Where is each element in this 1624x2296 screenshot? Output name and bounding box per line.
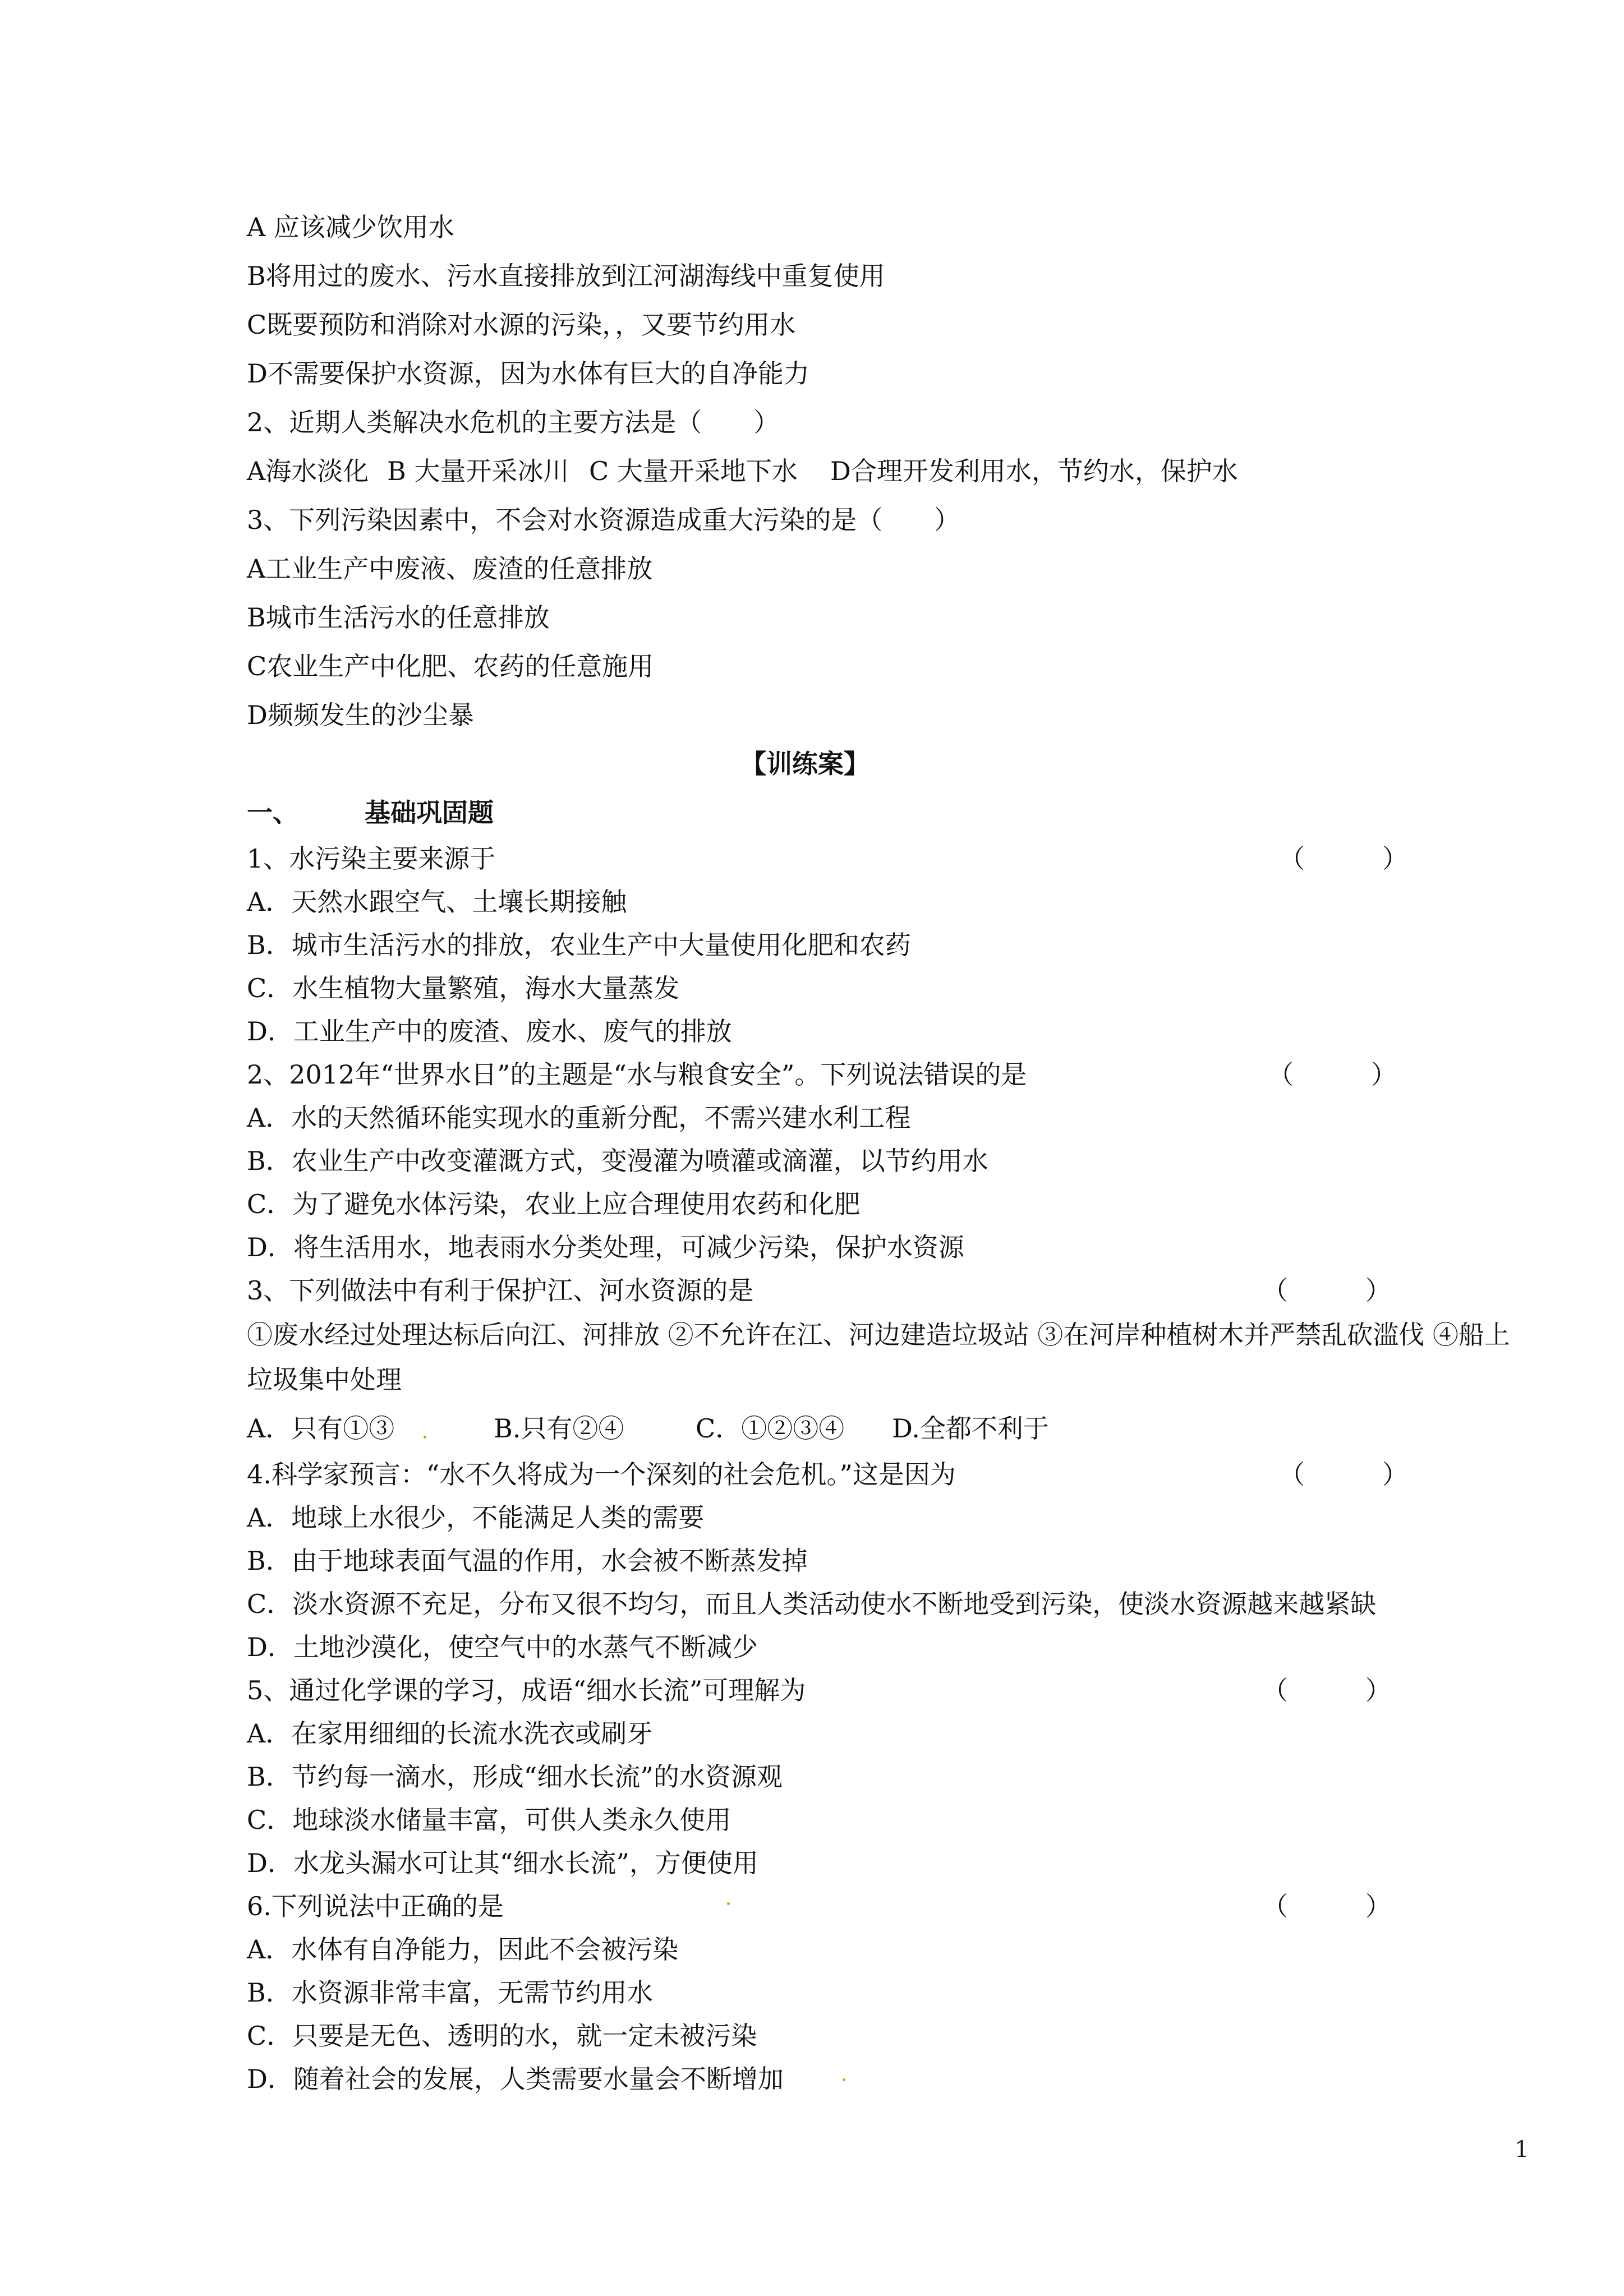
- option: B 大量开采冰川: [387, 456, 569, 486]
- pre-item: D不需要保护水资源，因为水体有巨大的自净能力: [247, 358, 809, 389]
- subheading-number: 一、: [247, 797, 298, 828]
- option: A海水淡化: [247, 456, 369, 486]
- question-stem: [247, 1453, 1537, 1496]
- option: B．节约每一滴水，形成“细水长流”的水资源观: [247, 1762, 783, 1792]
- stem-text: 2、2012年“世界水日”的主题是“水与粮食安全”。下列说法错误的是: [247, 1059, 1027, 1090]
- option: A．水的天然循环能实现水的重新分配，不需兴建水利工程: [247, 1103, 911, 1133]
- subheading: [247, 789, 1537, 837]
- question-stem: 2、近期人类解决水危机的主要方法是（ ）: [247, 407, 780, 437]
- option: A．天然水跟空气、土壤长期接触: [247, 887, 627, 917]
- option: D.全都不利于: [892, 1413, 1049, 1444]
- question-options: [247, 447, 1537, 496]
- pre-item: A 应该减少饮用水: [247, 212, 454, 242]
- option: D合理开发利用水，节约水，保护水: [830, 456, 1238, 486]
- question-stem: [247, 1669, 1537, 1712]
- option: C 大量开采地下水: [589, 456, 798, 486]
- option: D．将生活用水，地表雨水分类处理，可减少污染，保护水资源: [247, 1232, 964, 1262]
- option: C．淡水资源不充足，分布又很不均匀，而且人类活动使水不断地受到污染，使淡水资源越来越紧缺: [247, 1589, 1377, 1619]
- page-number: 1: [1515, 2137, 1529, 2163]
- question-stem: [247, 1885, 1537, 1928]
- stem-text: 1、水污染主要来源于: [247, 843, 496, 874]
- option: D．水龙头漏水可让其“细水长流”，方便使用: [247, 1848, 758, 1878]
- scan-mark: [727, 1902, 730, 1905]
- option: D．工业生产中的废渣、废水、废气的排放: [247, 1016, 732, 1046]
- stem-text: 6.下列说法中正确的是: [247, 1891, 504, 1921]
- answer-bracket: （ ）: [1262, 1891, 1391, 1921]
- option: B．由于地球表面气温的作用，水会被不断蒸发掉: [247, 1546, 808, 1576]
- stem-text: 4.科学家预言：“水不久将成为一个深刻的社会危机。”这是因为: [247, 1459, 956, 1490]
- stem-text: 3、下列做法中有利于保护江、河水资源的是: [247, 1275, 754, 1306]
- scan-mark: [843, 2078, 845, 2081]
- question-stem: [247, 1269, 1537, 1312]
- scan-mark: [424, 1436, 426, 1439]
- question-options: [247, 1404, 1537, 1453]
- option: A工业生产中废液、废渣的任意排放: [247, 554, 653, 584]
- option: B.只有②④: [494, 1413, 624, 1444]
- option: A．水体有自净能力，因此不会被污染: [247, 1934, 679, 1965]
- subheading-text: 基础巩固题: [365, 797, 494, 828]
- answer-bracket: （ ）: [1268, 1059, 1397, 1090]
- option: A．只有①③: [247, 1413, 395, 1444]
- question-stem: [247, 837, 1537, 880]
- option: C．地球淡水储量丰富，可供人类永久使用: [247, 1805, 732, 1835]
- question-stem: 3、下列污染因素中，不会对水资源造成重大污染的是（ ）: [247, 505, 960, 535]
- option: C．①②③④: [696, 1413, 845, 1444]
- question-body: ①废水经过处理达标后向江、河排放 ②不允许在江、河边建造垃圾站 ③在河岸种植树木并严禁乱砍滥伐 ④船上垃圾集中处理: [247, 1320, 1510, 1395]
- stem-text: 5、通过化学课的学习，成语“细水长流”可理解为: [247, 1675, 806, 1705]
- option: D．土地沙漠化，使空气中的水蒸气不断减少: [247, 1632, 758, 1662]
- option: C农业生产中化肥、农药的任意施用: [247, 651, 654, 681]
- option: D频频发生的沙尘暴: [247, 700, 474, 730]
- pre-item: C既要预防和消除对水源的污染，，又要节约用水: [247, 310, 796, 340]
- option: B．城市生活污水的排放，农业生产中大量使用化肥和农药: [247, 930, 911, 960]
- option: C．为了避免水体污染，农业上应合理使用农药和化肥: [247, 1189, 861, 1219]
- page-content: [247, 203, 1537, 2101]
- option: C．水生植物大量繁殖，海水大量蒸发: [247, 973, 680, 1003]
- question-stem: [247, 1053, 1537, 1096]
- answer-bracket: （ ）: [1262, 1275, 1391, 1306]
- option: B．农业生产中改变灌溉方式，变漫灌为喷灌或滴灌，以节约用水: [247, 1146, 988, 1176]
- option: A．在家用细细的长流水洗衣或刷牙: [247, 1718, 653, 1749]
- option: A．地球上水很少，不能满足人类的需要: [247, 1502, 705, 1533]
- option: D．随着社会的发展，人类需要水量会不断增加: [247, 2064, 784, 2094]
- section-title: 【训练案】: [740, 749, 869, 779]
- answer-bracket: （ ）: [1262, 1675, 1391, 1705]
- option: C．只要是无色、透明的水，就一定未被污染: [247, 2021, 757, 2051]
- pre-item: B将用过的废水、污水直接排放到江河湖海线中重复使用: [247, 261, 885, 291]
- answer-bracket: （ ）: [1279, 843, 1408, 874]
- answer-bracket: （ ）: [1279, 1459, 1408, 1490]
- option: B城市生活污水的任意排放: [247, 602, 550, 633]
- option: B．水资源非常丰富，无需节约用水: [247, 1977, 653, 2008]
